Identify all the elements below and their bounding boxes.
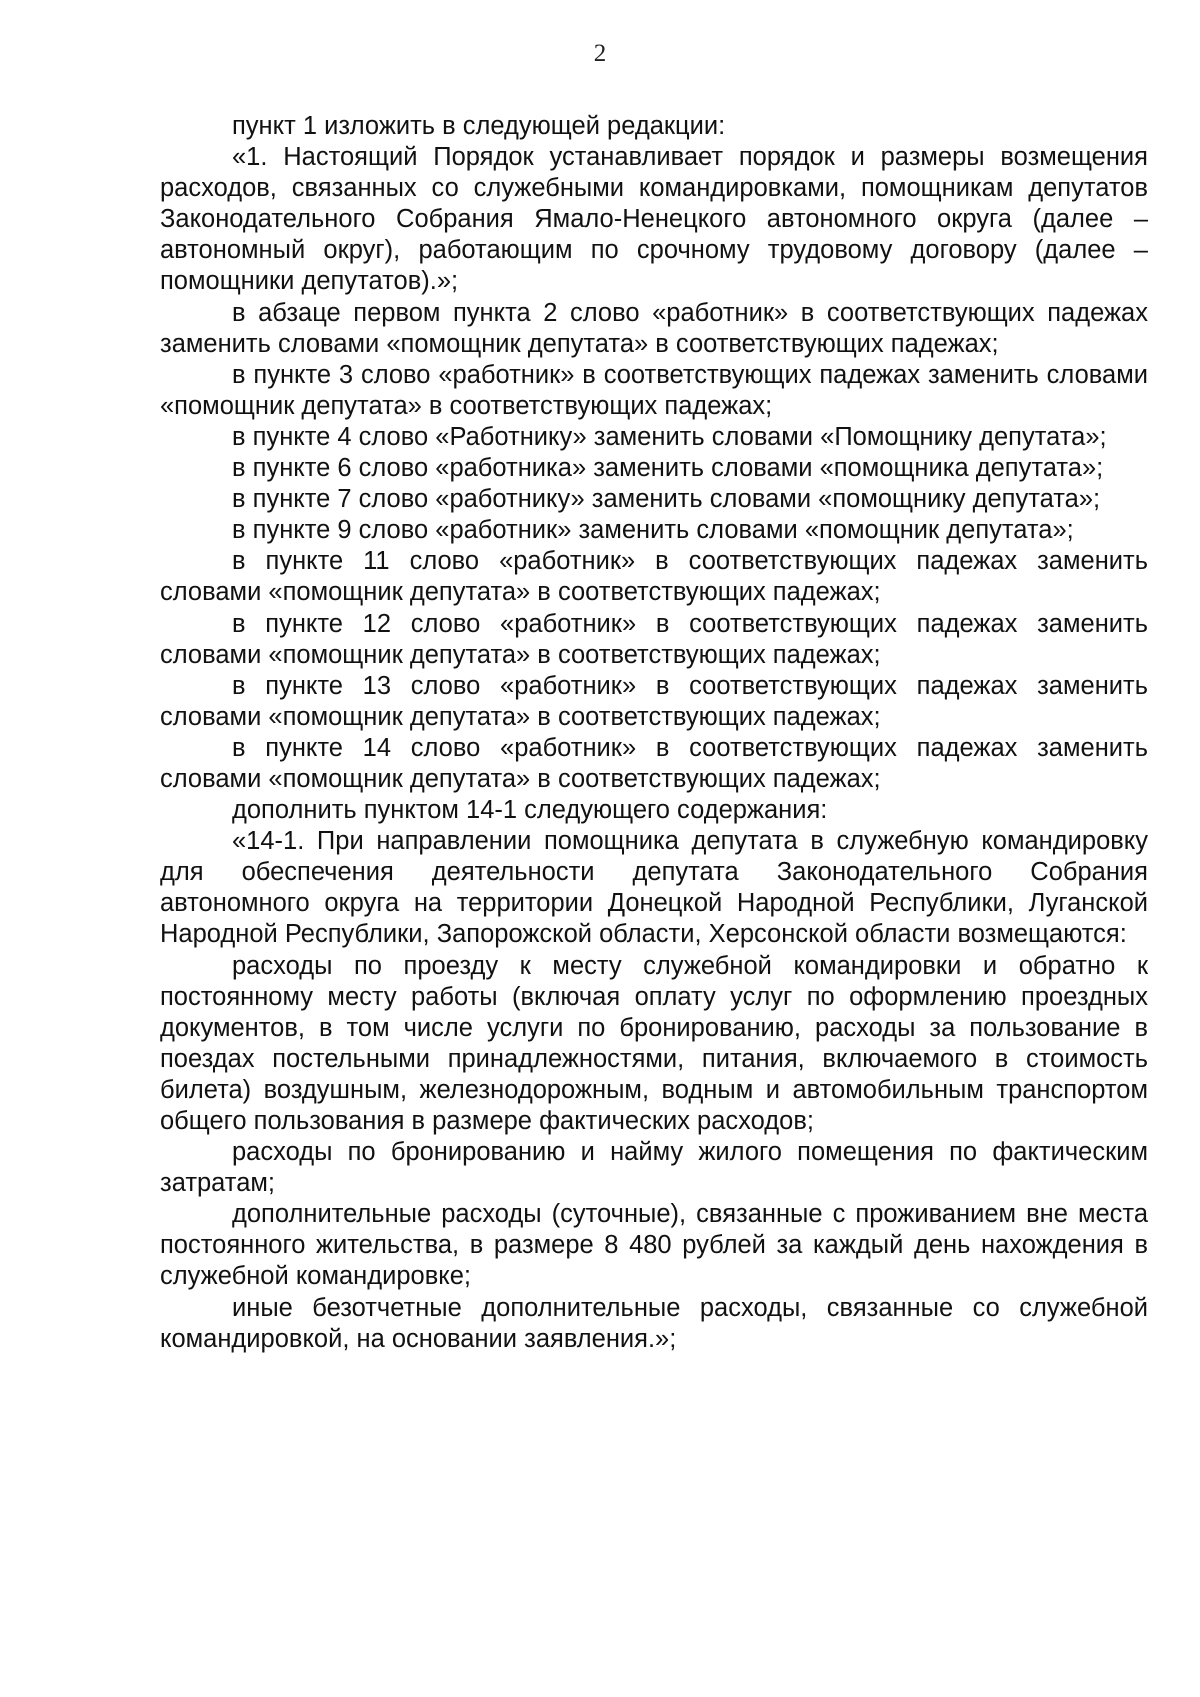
- paragraph-other-expenses: иные безотчетные дополнительные расходы, связанные со служебной командировкой, на основании заявления.»;: [160, 1293, 1148, 1353]
- paragraph-item-2: в абзаце первом пункта 2 слово «работник» в соответствующих падежах заменить словами «помощник депутата» в соответствующих падежах;: [160, 298, 1148, 358]
- paragraph-item-7: в пункте 7 слово «работнику» заменить словами «помощнику депутата»;: [232, 485, 1101, 514]
- paragraph-item-12: в пункте 12 слово «работник» в соответствующих падежах заменить словами «помощник депутата» в соответствующих падежах;: [160, 609, 1148, 669]
- paragraph-item-3: в пункте 3 слово «работник» в соответствующих падежах заменить словами «помощник депутата» в соответствующих падежах;: [160, 360, 1148, 420]
- paragraph-per-diem: дополнительные расходы (суточные), связанные с проживанием вне места постоянного жительства, в размере 8 480 рублей за каждый день нахождения в служебной командировке;: [160, 1200, 1148, 1291]
- paragraph-housing-expenses: расходы по бронированию и найму жилого помещения по фактическим затратам;: [160, 1138, 1148, 1198]
- paragraph-item-14: в пункте 14 слово «работник» в соответствующих падежах заменить словами «помощник депутата» в соответствующих падежах;: [160, 733, 1148, 793]
- paragraph-travel-expenses: расходы по проезду к месту служебной командировки и обратно к постоянному месту работы (включая оплату услуг по оформлению проездных документов, в том числе услуги по бронированию, расходы за пользование в поездах постельными принадлежностями, питания, включаемого в стоимость билета) воздушным, железнодорожным, водным и автомобильным транспортом общего пользования в размере фактических расходов;: [160, 951, 1148, 1135]
- paragraph-item-11: в пункте 11 слово «работник» в соответствующих падежах заменить словами «помощник депутата» в соответствующих падежах;: [160, 547, 1148, 607]
- paragraph-item-9: в пункте 9 слово «работник» заменить словами «помощник депутата»;: [232, 516, 1074, 545]
- document-body: [160, 111, 1148, 1355]
- paragraph-item-4: в пункте 4 слово «Работнику» заменить словами «Помощнику депутата»;: [232, 422, 1107, 451]
- paragraph-item-1: «1. Настоящий Порядок устанавливает порядок и размеры возмещения расходов, связанных со служебными командировками, помощникам депутатов Законодательного Собрания Ямало-Ненецкого автономного округа (далее – автономный округ), работающим по срочному трудовому договору (далее – помощники депутатов).»;: [160, 143, 1148, 296]
- paragraph-add-14-1: дополнить пунктом 14-1 следующего содержания:: [232, 796, 828, 825]
- paragraph-item-14-1: «14-1. При направлении помощника депутата в служебную командировку для обеспечения деятельности депутата Законодательного Собрания автономного округа на территории Донецкой Народной Республики, Луганской Народной Республики, Запорожской области, Херсонской области возмещаются:: [160, 827, 1148, 949]
- paragraph-item-6: в пункте 6 слово «работника» заменить словами «помощника депутата»;: [232, 454, 1104, 483]
- paragraph-item-13: в пункте 13 слово «работник» в соответствующих падежах заменить словами «помощник депутата» в соответствующих падежах;: [160, 671, 1148, 731]
- page-number: 2: [593, 40, 607, 67]
- paragraph-intro: пункт 1 изложить в следующей редакции:: [232, 112, 726, 140]
